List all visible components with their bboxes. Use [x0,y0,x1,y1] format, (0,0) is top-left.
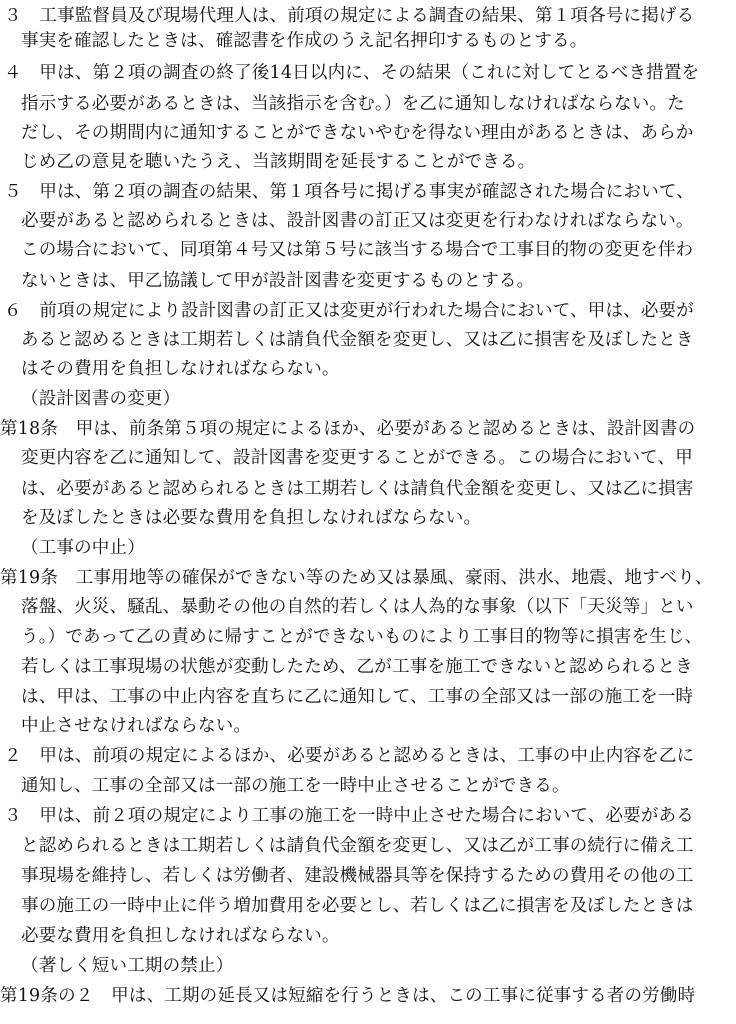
text-line: う。）であって乙の責めに帰すことができないものにより工事目的物等に損害を生じ、 [21,627,703,647]
text-line: 若しくは工事現場の状態が変動したため、乙が工事を施工できないと認められるとき [21,657,693,677]
text-line: ないときは、甲乙協議して甲が設計図書を変更するものとする。 [21,271,535,291]
section-heading: （設計図書の変更） [21,389,181,409]
text-line: はその費用を負担しなければならない。 [21,359,340,379]
text-line: じめ乙の意見を聴いたうえ、当該期間を延長することができる。 [21,152,536,172]
text-line: 変更内容を乙に通知して、設計図書を変更することができる。この場合において、甲 [21,448,693,468]
text-line: ２ 甲は、前項の規定によるほか、必要があると認めるときは、工事の中止内容を乙に [4,746,695,766]
section-heading: （著しく短い工期の禁止） [21,956,234,976]
article-line: 第19条 工事用地等の確保ができない等のため又は暴風、豪雨、洪水、地震、地すべり、 [0,568,713,588]
text-line: と認められるときは工期若しくは請負代金額を変更し、又は乙が工事の続行に備え工 [21,836,694,856]
text-line: この場合において、同項第４号又は第５号に該当する場合で工事目的物の変更を伴わ [21,240,694,260]
text-line: 事実を確認したときは、確認書を作成のうえ記名押印するものとする。 [21,31,588,51]
text-line: 通知し、工事の全部又は一部の施工を一時中止させることができる。 [21,776,570,796]
text-line: は、甲は、工事の中止内容を直ちに乙に通知して、工事の全部又は一部の施工を一時 [21,687,694,707]
text-line: ４ 甲は、第２項の調査の終了後14日以内に、その結果（これに対してとるべき措置を [4,63,700,83]
text-line: だし、その期間内に通知することができないやむを得ない理由があるときは、あらか [21,123,694,143]
article-line: 第18条 甲は、前条第５項の規定によるほか、必要があると認めるときは、設計図書の [0,419,696,439]
text-line: ３ 甲は、前２項の規定により工事の施工を一時中止させた場合において、必要がある [4,806,694,826]
text-line: ５ 甲は、第２項の調査の結果、第１項各号に掲げる事実が確認された場合において、 [4,182,694,202]
text-line: あると認めるときは工期若しくは請負代金額を変更し、又は乙に損害を及ぼしたとき [21,330,694,350]
text-line: ６ 前項の規定により設計図書の訂正又は変更が行われた場合において、甲は、必要が [4,301,694,321]
text-line: 必要があると認められるときは、設計図書の訂正又は変更を行わなければならない。 [21,211,694,231]
text-line: 落盤、火災、騒乱、暴動その他の自然的若しくは人為的な事象（以下「天災等」とい [21,597,694,617]
text-line: 指示する必要があるときは、当該指示を含む。）を乙に通知しなければならない。た [21,94,685,114]
section-heading: （工事の中止） [21,538,145,558]
article-line: 第19条の２ 甲は、工期の延長又は短縮を行うときは、この工事に従事する者の労働時 [0,986,696,1006]
text-line: 事の施工の一時中止に伴う増加費用を必要とし、若しくは乙に損害を及ぼしたときは [21,896,694,916]
text-line: を及ぼしたときは必要な費用を負担しなければならない。 [21,508,482,528]
text-line: 必要な費用を負担しなければならない。 [21,926,340,946]
text-line: 事現場を維持し、若しくは労働者、建設機械器具等を保持するための費用その他の工 [21,866,694,886]
text-line: ３ 工事監督員及び現場代理人は、前項の規定による調査の結果、第１項各号に掲げる [4,6,695,26]
text-line: 中止させなければならない。 [21,716,252,736]
text-line: は、必要があると認められるときは工期若しくは請負代金額を変更し、又は乙に損害 [21,479,694,499]
